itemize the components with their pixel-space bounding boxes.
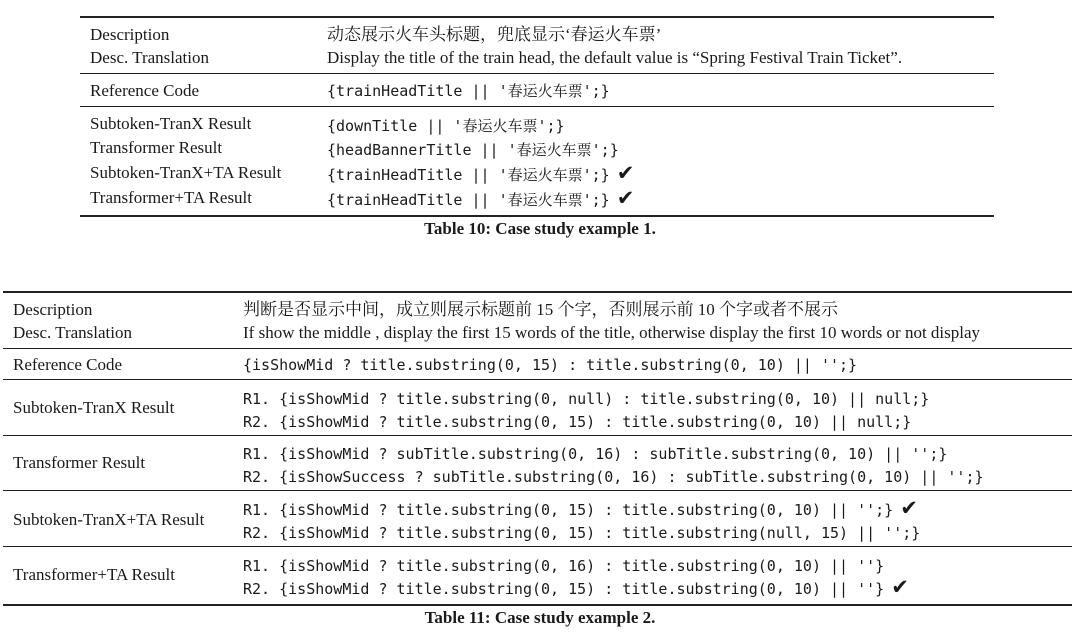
result-line: R2. {isShowSuccess ? subTitle.substring(0, 16) : subTitle.substring(0, 10) || '';} <box>243 468 984 486</box>
row-value: {trainHeadTitle || '春运火车票';} <box>327 191 610 209</box>
result-line: R1. {isShowMid ? title.substring(0, 15) : title.substring(0, 10) || '';} <box>243 501 894 519</box>
table-caption: Table 11: Case study example 2. <box>424 608 656 627</box>
row-label: Reference Code <box>90 81 200 100</box>
row-value: {trainHeadTitle || '春运火车票';} <box>327 166 610 184</box>
row-value: 判断是否显示中间，成立则展示标题前 15 个字，否则展示前 10 个字或者不展示 <box>243 300 838 319</box>
row-label: Transformer+TA Result <box>13 565 176 584</box>
row-label: Transformer Result <box>13 453 146 472</box>
row-value: {isShowMid ? title.substring(0, 15) : title.substring(0, 10) || '';} <box>243 356 858 374</box>
row-label: Desc. Translation <box>90 48 209 67</box>
table-caption: Table 10: Case study example 1. <box>424 219 656 238</box>
checkmark-icon: ✔ <box>616 161 635 185</box>
result-line: R2. {isShowMid ? title.substring(0, 15) : title.substring(null, 15) || '';} <box>243 524 921 542</box>
row-value: 动态展示火车头标题，兜底显示‘春运火车票’ <box>327 25 662 44</box>
rule <box>3 435 1072 436</box>
row-value: {downTitle || '春运火车票';} <box>327 117 565 135</box>
rule <box>3 348 1072 349</box>
row-label: Description <box>90 25 170 44</box>
result-line: R2. {isShowMid ? title.substring(0, 15) : title.substring(0, 10) || null;} <box>243 413 912 431</box>
rule <box>3 490 1072 491</box>
checkmark-icon: ✔ <box>900 496 918 520</box>
row-label: Desc. Translation <box>13 323 132 342</box>
result-line: R2. {isShowMid ? title.substring(0, 15) : title.substring(0, 10) || ''} <box>243 580 885 598</box>
row-value: Display the title of the train head, the default value is “Spring Festival Train Ticket”. <box>327 48 903 67</box>
bottom-rule <box>3 604 1072 606</box>
result-line: R1. {isShowMid ? subTitle.substring(0, 16) : subTitle.substring(0, 10) || '';} <box>243 445 948 463</box>
row-label: Transformer+TA Result <box>90 188 253 207</box>
checkmark-icon: ✔ <box>616 186 635 210</box>
top-rule <box>3 291 1072 293</box>
result-line: R1. {isShowMid ? title.substring(0, null) : title.substring(0, 10) || null;} <box>243 390 930 408</box>
row-label: Subtoken-TranX+TA Result <box>13 510 205 529</box>
row-label: Subtoken-TranX Result <box>90 114 252 133</box>
rule <box>3 379 1072 380</box>
checkmark-icon: ✔ <box>891 575 909 599</box>
rule <box>3 546 1072 547</box>
row-value: {trainHeadTitle || '春运火车票';} <box>327 82 610 100</box>
row-value: {headBannerTitle || '春运火车票';} <box>327 141 619 159</box>
row-label: Transformer Result <box>90 138 223 157</box>
row-label: Subtoken-TranX Result <box>13 398 175 417</box>
row-label: Subtoken-TranX+TA Result <box>90 163 282 182</box>
row-label: Reference Code <box>13 355 123 374</box>
table-11 <box>3 0 1072 637</box>
row-label: Description <box>13 300 93 319</box>
row-value: If show the middle , display the first 15 words of the title, otherwise display the first 10 words or not display <box>243 323 981 342</box>
result-line: R1. {isShowMid ? title.substring(0, 16) : title.substring(0, 10) || ''} <box>243 557 885 575</box>
